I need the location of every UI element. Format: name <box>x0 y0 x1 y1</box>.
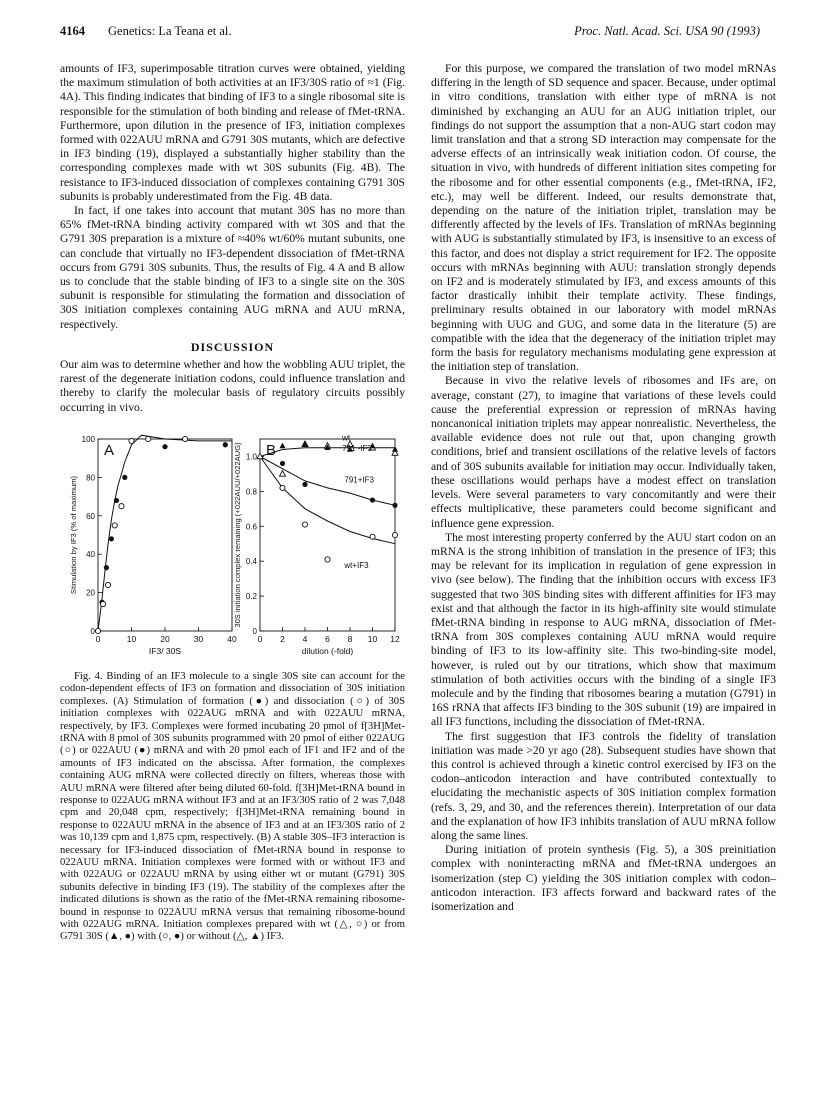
x-tick-label: 6 <box>325 633 330 644</box>
y-tick-label: 20 <box>86 588 95 598</box>
x-tick-label: 0 <box>257 633 263 644</box>
data-point <box>183 436 188 441</box>
annotation-label: wt+IF3 <box>344 561 369 571</box>
data-point <box>280 461 285 466</box>
y-tick-label: 0 <box>90 626 95 636</box>
paragraph: The most interesting property conferred by the AUU start codon on an mRNA is the strong inhibition of translation in the presence of IF3; this may be relevant for its implication in regulation of gene expression in vivo (see below). The finding that the inhibition occurs with excess IF3 suggested that two 30S binding sites with different affinities for IF3 may exist and that although the factor in its high-affinity site would stimulate fMet-tRNA binding in response to AUG mRNA, dissociation of fMet-tRNA from 30S complexes containing AUU mRNA would require binding of IF3 to its low-affinity site. This two-binding-site model, however, is ruled out by our titrations, which show that maximum stimulation of both activities occurs with the binding of a single IF3 molecule and by the finding that ribosomes bearing a mutation (G791) in 16S rRNA that affects IF3 binding to the 30S subunit (19) are impaired in all IF3 functions, including the dissociation of fMet-tRNA. <box>431 530 776 729</box>
paragraph: During initiation of protein synthesis (Fig. 5), a 30S preinitiation complex with noninteracting mRNA and fMet-tRNA undergoes an isomerization (step C) yielding the 30S initiation complex with codon–anticodon interaction. IF3 affects forward and backward rates of the isomerization and <box>431 843 776 913</box>
paragraph: Our aim was to determine whether and how the wobbling AUU triplet, the rarest of the degenerate initiation codons, could influence translation and thereby to clarify the molecular basis of regulatory circuits possibly occurring in vivo. <box>60 358 405 414</box>
annotation-label: 791 -IF3 <box>342 444 372 454</box>
x-tick-label: 4 <box>302 633 308 644</box>
data-point <box>109 536 114 541</box>
plot-frame <box>98 439 232 631</box>
y-tick-label: 100 <box>81 434 95 444</box>
data-point <box>302 441 308 447</box>
y-tick-label: 0.6 <box>245 522 257 532</box>
left-column <box>60 62 405 944</box>
data-point <box>280 485 285 490</box>
paragraph: Because in vivo the relative levels of ribosomes and IFs are, on average, constant (27), to imagine that variations of these levels could cause the preferential expression or repression of mRNAs having noncanonical initiation triplets may appear nonrealistic. Nevertheless, the available evidence does not rule out that, upon changing growth conditions, brief and transient oscillations of the relative levels of factors and of 30S subunits available for initiation may occur. Individually taken, these oscillations would perhaps have a modest effect on translation levels. Were several parameters to vary concomitantly and were their effects multiplicative, these parameters could become significant and influence gene expression. <box>431 374 776 530</box>
paragraph: The first suggestion that IF3 controls the fidelity of translation initiation was made >20 yr ago (28). Subsequent studies have shown that this control is achieved through a kinetic control exercised by IF3 on the codon–anticodon interaction and have contributed contextually to elucidating the mechanistic aspects of 30S initiation complex formation (refs. 3, 29, and 30, and the references therein). Interpretation of our data and the explanation of how IF3 inhibits translation of AUU mRNA follow along the same lines. <box>431 729 776 842</box>
x-axis-label: dilution (-fold) <box>301 645 354 656</box>
x-tick-label: 40 <box>227 633 237 644</box>
panel-label: A <box>104 441 115 459</box>
data-point <box>112 523 117 528</box>
data-point <box>105 582 110 587</box>
y-tick-label: 1.0 <box>245 452 257 462</box>
annotation-label: wt <box>342 433 351 443</box>
paragraph: In fact, if one takes into account that mutant 30S has no more than 65% fMet-tRNA binding activity compared with wt 30S and that the G791 30S preparation is a mixture of ≈40% wt/60% mutant subunits, one can conclude that virtually no IF3-dependent dissociation of fMet-tRNA occurs from G791 30S subunits. Thus, the results of Fig. 4 A and B allow us to conclude that the stable binding of IF3 to a single site on the 30S subunit is responsible for stimulating the formation and dissociation of 30S initiation complexes containing AUG mRNA and AUU mRNA, respectively. <box>60 204 405 331</box>
figure-4-plots <box>60 421 405 665</box>
data-point <box>370 497 375 502</box>
right-column <box>431 62 776 914</box>
y-tick-label: 0.2 <box>245 591 257 601</box>
data-point <box>122 475 127 480</box>
journal-citation: Proc. Natl. Acad. Sci. USA 90 (1993) <box>574 24 760 38</box>
x-tick-label: 8 <box>347 633 353 644</box>
figure-4 <box>60 421 405 665</box>
data-point <box>280 470 286 476</box>
section-heading: DISCUSSION <box>190 339 275 354</box>
y-tick-label: 0.4 <box>245 557 257 567</box>
x-tick-label: 10 <box>367 633 378 644</box>
annotation-label: 791+IF3 <box>344 475 374 485</box>
x-tick-label: 12 <box>390 633 400 644</box>
data-point <box>119 503 124 508</box>
paragraph: For this purpose, we compared the translation of two model mRNAs differing in the length of SD sequence and spacer. Because, under optimal in vitro conditions, translation with either type of mRNA is not diminished by exchanging an AUU for an AUG initiation triplet, our findings do not support the assumption that a non-AUG start codon may limit translation and that a strong SD interaction may compensate for the adverse effects of an intrinsically weak initiation codon. Of course, the situation in vivo, with hundreds of different initiation sites competing for the ribosome and for other essential components (e.g., fMet-tRNA, IF2, etc.), may well be different. Indeed, our results demonstrate that, depending on the nature of the initiation triplet, translation may be differently affected by the levels of IFs. Translation of mRNAs beginning with AUG is substantially stimulated by IF3, is insensitive to an excess of this factor, and does not display a strict requirement for IF2. The opposite occurs with mRNAs beginning with AUU: translation strongly depends on IF2 and is moderately stimulated by IF3, and excess amounts of this factor drastically inhibit their template activity. These findings, preliminary results obtained in our laboratory with model mRNAs beginning with UUG and GUG, and some data in the literature (5) are compatible with the idea that the degeneracy of the initiation triplet may form the basis for regulatory mechanisms modulating gene expression at the initiation step of translation. <box>431 62 776 374</box>
data-point <box>95 628 100 633</box>
data-point <box>129 438 134 443</box>
data-point <box>302 522 307 527</box>
x-tick-label: 20 <box>160 633 170 644</box>
x-tick-label: 2 <box>280 633 285 644</box>
data-point <box>280 443 286 449</box>
x-tick-label: 10 <box>126 633 137 644</box>
y-tick-label: 0.8 <box>245 487 257 497</box>
y-tick-label: 0 <box>252 626 257 636</box>
data-point <box>162 444 167 449</box>
y-tick-label: 80 <box>86 473 95 483</box>
x-axis-label: IF3/ 30S <box>148 645 182 656</box>
x-tick-label: 0 <box>95 633 101 644</box>
data-point <box>392 446 398 452</box>
fit-curve <box>98 435 232 631</box>
y-tick-label: 40 <box>86 550 95 560</box>
figure-caption <box>60 671 405 944</box>
paragraph: amounts of IF3, superimposable titration curves were obtained, yielding the maximum stimulation of both activities at an IF3/30S ratio of ≈1 (Fig. 4A). This finding indicates that binding of IF3 to a single ribosomal site is responsible for the stimulation of both binding and release of fMet-tRNA. Furthermore, upon dilution in the presence of IF3, initiation complexes formed with 022AUU mRNA and G791 30S mutants, which are defective in IF3 binding (19), displayed a substantially higher stability than the corresponding complexes made with wt 30S subunits (Fig. 4B). The resistance to IF3-induced dissociation of complexes containing G791 30S subunits is probably underestimated from the Fig. 4B data. <box>60 62 405 203</box>
running-title: Genetics: La Teana et al. <box>108 24 232 38</box>
y-axis-label: 30S initiation complex remaining (+022AUU/+022AUG) <box>233 442 242 628</box>
running-header <box>60 24 760 46</box>
data-point <box>104 565 109 570</box>
data-point <box>146 436 151 441</box>
data-point <box>100 601 105 606</box>
page-number: 4164 <box>60 24 85 38</box>
y-axis-label: Stimulation by IF3 (% of maximum) <box>69 475 78 594</box>
data-point <box>114 498 119 503</box>
caption-label: Fig. 4. <box>74 670 103 682</box>
data-point <box>302 482 307 487</box>
data-point <box>392 503 397 508</box>
panel-label: B <box>266 441 277 459</box>
data-point <box>370 534 375 539</box>
data-point <box>223 442 228 447</box>
caption-text: Binding of an IF3 molecule to a single 30S site can account for the codon-dependent effects of IF3 on formation and dissociation of 30S initiation complexes. (A) Stimulation of formation (●) and dissociation (○) of 30S initiation complexes with 022AUG mRNA and with 022AUU mRNA, respectively, by IF3. Complexes were formed incubating 20 pmol of f[3H]Met-tRNA with 8 pmol of 30S subunits programmed with 20 pmol of either 022AUG (○) or 022AUU (●) mRNA and with 20 pmol each of IF1 and IF2 and of the amounts of IF3 indicated on the abscissa. After formation, the complexes containing AUG mRNA were collected directly on filters, whereas those with AUU mRNA were filtered after being diluted 60-fold. f[3H]Met-tRNA bound in response to 022AUG mRNA without IF3 and at an IF3/30S ratio of 2 was 7,048 cpm and 20,048 cpm, respectively; f[3H]Met-tRNA remaining bound in response to 022AUU mRNA in the absence of IF3 and at an IF3/30S ratio of 2 was 10,139 cpm and 1,875 cpm, respectively. (B) A stable 30S–IF3 interaction is necessary for IF3-induced dissociation of fMet-tRNA bound in response to 022AUU mRNA. Initiation complexes were formed with or without IF3 and with 022AUG or 022AUU mRNA by using either wt or mutant (G791) 30S subunits defective in binding IF3 (19). The stability of the complexes after the indicated dilutions is shown as the ratio of the fMet-tRNA remaining ribosome-bound in response to 022AUU mRNA versus that remaining ribosome-bound with 022AUG mRNA. Initiation complexes prepared with wt (△, ○) or from G791 30S (▲, ●) with (○, ●) or without (△, ▲) IF3. <box>60 670 405 943</box>
data-point <box>325 557 330 562</box>
y-tick-label: 60 <box>86 511 95 521</box>
data-point <box>392 532 397 537</box>
x-tick-label: 30 <box>193 633 204 644</box>
